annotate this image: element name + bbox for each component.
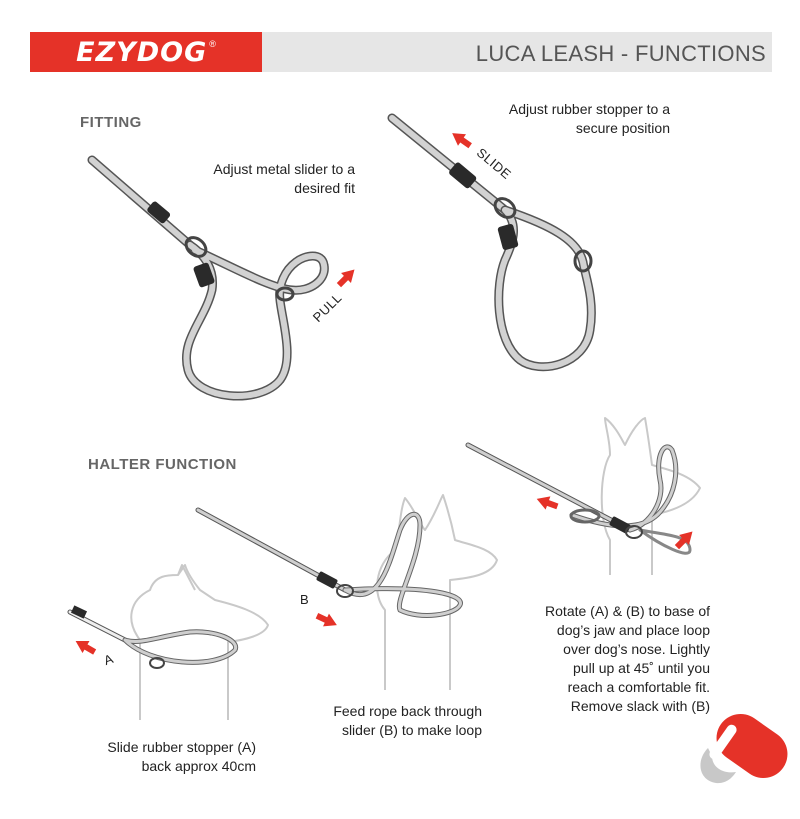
arrow-a-icon xyxy=(72,635,98,658)
dog-head-3 xyxy=(602,418,700,575)
label-b: B xyxy=(300,592,310,607)
caption-line: pull up at 45˚ until you xyxy=(573,660,710,676)
caption-line: slider (B) to make loop xyxy=(341,722,482,738)
arrow-b-icon xyxy=(314,609,340,631)
halter-leash-1 xyxy=(70,605,236,668)
pull-label: PULL xyxy=(309,289,345,326)
label-a: A xyxy=(101,650,116,669)
arrow-up-icon xyxy=(672,527,697,552)
caption-line: desired fit xyxy=(294,180,355,196)
fitting-heading: FITTING xyxy=(80,114,142,131)
caption-line: Adjust metal slider to a xyxy=(213,161,355,177)
caption-line: Rotate (A) & (B) to base of xyxy=(545,603,710,619)
caption-line: secure position xyxy=(575,120,670,136)
halter-step2-caption xyxy=(290,702,482,740)
halter-leash-2 xyxy=(198,510,460,615)
caption-line: over dog’s nose. Lightly xyxy=(563,641,710,657)
ezydog-logo-mark xyxy=(700,705,796,788)
brand-registered-mark: ® xyxy=(209,39,216,49)
caption-line: Adjust rubber stopper to a xyxy=(508,101,670,117)
caption-line: Feed rope back through xyxy=(333,703,482,719)
caption-line: dog’s jaw and place loop xyxy=(556,622,710,638)
dog-head-1 xyxy=(131,565,268,720)
brand-name: EZYDOG xyxy=(76,36,208,68)
caption-line: Remove slack with (B) xyxy=(570,698,710,714)
fitting-step2-caption xyxy=(460,100,670,138)
caption-line: reach a comfortable fit. xyxy=(567,679,710,695)
page-title: LUCA LEASH - FUNCTIONS xyxy=(475,41,766,66)
halter-step1-caption xyxy=(60,738,256,776)
pull-arrow-icon xyxy=(334,265,359,290)
caption-line: Slide rubber stopper (A) xyxy=(107,739,256,755)
slide-label: SLIDE xyxy=(473,144,515,183)
halter-step3-caption xyxy=(520,602,710,716)
halter-leash-3 xyxy=(468,445,690,553)
fitting-step1-caption xyxy=(140,160,355,198)
caption-line: back approx 40cm xyxy=(141,758,256,774)
halter-heading: HALTER FUNCTION xyxy=(88,456,237,473)
arrow-left-icon xyxy=(534,492,559,513)
